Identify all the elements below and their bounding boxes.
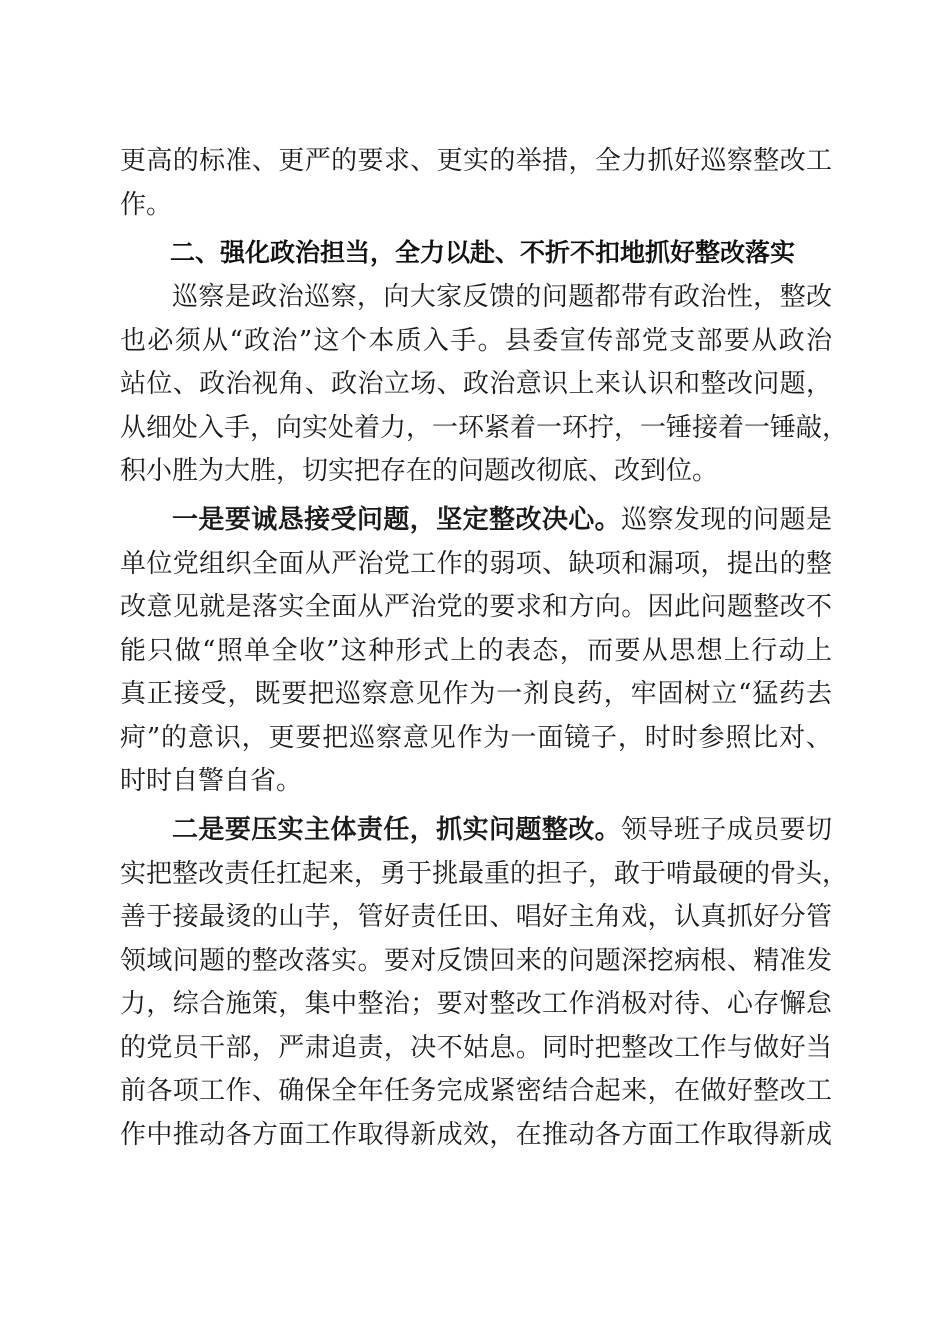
paragraph-continuation bbox=[120, 140, 832, 227]
text-line: 领域问题的整改落实。要对反馈回来的问题深挖病根、精准发 bbox=[120, 945, 832, 976]
paragraph-lead: 二是要压实主体责任，抓实问题整改。 bbox=[172, 815, 622, 845]
text-line bbox=[120, 809, 832, 853]
text-line: 巡察是政治巡察，向大家反馈的问题都带有政治性，整改 bbox=[172, 282, 832, 312]
text-line: 也必须从“政治”这个本质入手。县委宣传部党支部要从政治 bbox=[120, 325, 832, 356]
text-line: 的党员干部，严肃追责，决不姑息。同时把整改工作与做好当 bbox=[120, 1032, 832, 1063]
text-line: 前各项工作、确保全年任务完成紧密结合起来，在做好整改工 bbox=[120, 1076, 832, 1106]
text-line: 善于接最烫的山芋，管好责任田、唱好主角戏，认真抓好分管 bbox=[120, 902, 832, 932]
text-run: 巡察发现的问题是 bbox=[621, 505, 832, 535]
text-line: 改意见就是落实全面从严治党的要求和方向。因此问题整改不 bbox=[120, 592, 832, 622]
section-heading: 二、强化政治担当，全力以赴、不折不扣地抓好整改落实 bbox=[170, 238, 796, 267]
text-line: 单位党组织全面从严治党工作的弱项、缺项和漏项，提出的整 bbox=[120, 548, 832, 579]
text-line: 积小胜为大胜，切实把存在的问题改彻底、改到位。 bbox=[120, 456, 719, 486]
paragraph-lead: 一是要诚恳接受问题，坚定整改决心。 bbox=[172, 505, 622, 535]
text-line: 时时自警自省。 bbox=[120, 766, 303, 796]
text-line: 实把整改责任扛起来，勇于挑最重的担子，敢于啃最硬的骨头， bbox=[120, 858, 849, 889]
paragraph-2 bbox=[120, 499, 832, 804]
text-line: 从细处入手，向实处着力，一环紧着一环拧，一锤接着一锤敲， bbox=[120, 412, 849, 443]
paragraph-1 bbox=[120, 276, 849, 494]
text-line: 站位、政治视角、政治立场、政治意识上来认识和整改问题， bbox=[120, 369, 832, 399]
text-line: 疴”的意识，更要把巡察意见作为一面镜子，时时参照比对、 bbox=[120, 722, 832, 753]
text-run: 领导班子成员要切 bbox=[621, 815, 832, 845]
text-line: 力，综合施策，集中整治；要对整改工作消极对待、心存懈怠 bbox=[120, 989, 832, 1019]
paragraph-3 bbox=[120, 809, 849, 1157]
text-line: 作中推动各方面工作取得新成效，在推动各方面工作取得新成 bbox=[120, 1119, 832, 1150]
text-line: 更高的标准、更严的要求、更实的举措，全力抓好巡察整改工 bbox=[120, 146, 832, 176]
text-line: 真正接受，既要把巡察意见作为一剂良药，牢固树立“猛药去 bbox=[120, 679, 832, 709]
text-line: 作。 bbox=[120, 189, 173, 220]
text-line bbox=[120, 499, 832, 543]
text-line: 能只做“照单全收”这种形式上的表态，而要从思想上行动上 bbox=[120, 635, 832, 666]
